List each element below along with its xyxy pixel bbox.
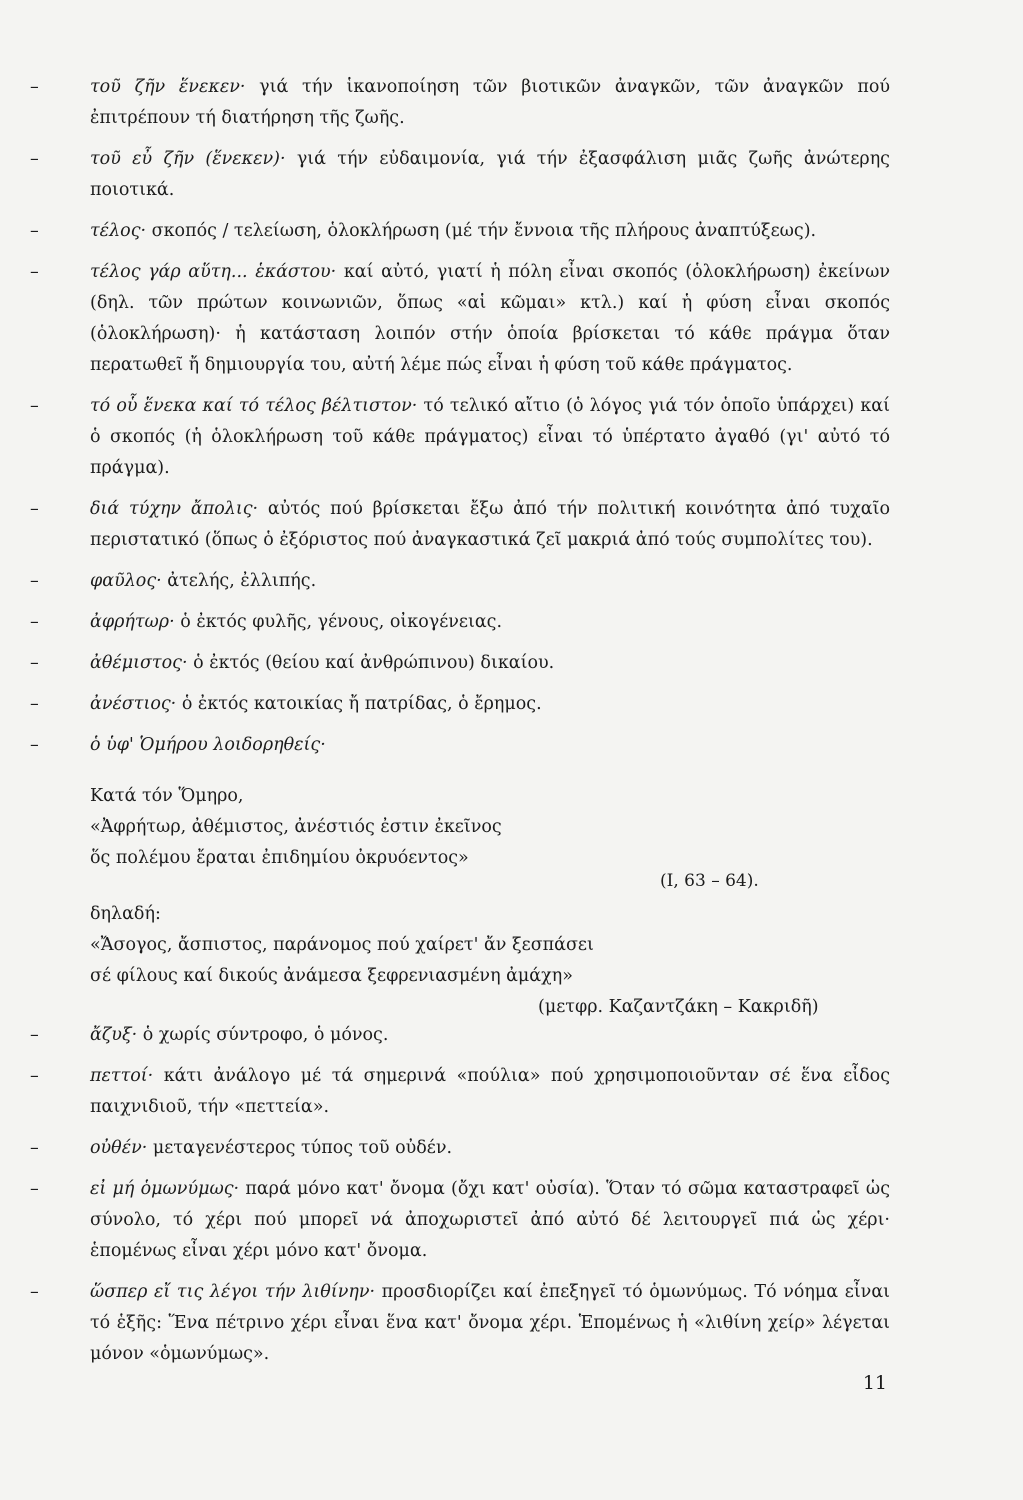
quote-intro: δηλαδή: <box>90 904 161 924</box>
definition: γιά τήν ἱκανοποίηση τῶν βιοτικῶν ἀναγκῶν, τῶν ἀναγκῶν πού ἐπιτρέπουν τή διατήρηση τῆς ζωῆς. <box>90 77 891 128</box>
glossary-entry: – τό οὗ ἕνεκα καί τό τέλος βέλτιστον· τό τελικό αἴτιο (ὁ λόγος γιά τόν ὁποῖο ὑπάρχει) καί ὁ σκοπός (ἡ ὁλοκλήρωση τοῦ κάθε πράγματος) εἶναι τό ὑπέρτατο ἀγαθό (γι' αὐτό τό πράγμα). <box>30 396 890 478</box>
definition: ὁ ἐκτός κατοικίας ἤ πατρίδας, ὁ ἔρημος. <box>181 694 542 714</box>
glossary-entry: – ἀθέμιστος· ὁ ἐκτός (θείου καί ἀνθρώπινου) δικαίου. <box>30 653 555 673</box>
definition: αὐτός πού βρίσκεται ἔξω ἀπό τήν πολιτική κοινότητα ἀπό τυχαῖο περιστατικό (ὅπως ὁ ἐξόριστος πού ἀναγκαστικά ζεῖ μακριά ἀπό τούς συμπολίτες του). <box>90 499 890 550</box>
quote-intro: Κατά τόν Ὅμηρο, <box>90 786 244 806</box>
glossary-entry: – ἄζυξ· ὁ χωρίς σύντροφο, ὁ μόνος. <box>30 1025 389 1045</box>
term: τοῦ εὖ ζῆν (ἕνεκεν)· <box>90 149 286 169</box>
homer-quote <box>90 781 890 1023</box>
term: τέλος γάρ αὕτη... ἑκάστου· <box>90 262 337 282</box>
term: ἀνέστιος· <box>90 694 177 714</box>
glossary-entry: – διά τύχην ἄπολις· αὐτός πού βρίσκεται ἔξω ἀπό τήν πολιτική κοινότητα ἀπό τυχαῖο περιστατικό (ὅπως ὁ ἐξόριστος πού ἀναγκαστικά ζεῖ μακριά ἀπό τούς συμπολίτες του). <box>30 499 890 550</box>
term: οὐθέν· <box>90 1138 148 1158</box>
quote-line: «Ἀφρήτωρ, ἀθέμιστος, ἀνέστιός ἐστιν ἐκεῖνος <box>90 817 502 837</box>
term: φαῦλος· <box>90 571 162 591</box>
term: ὥσπερ εἴ τις λέγοι τήν λιθίνην· <box>90 1282 376 1302</box>
glossary-entry: – τοῦ εὖ ζῆν (ἕνεκεν)· γιά τήν εὐδαιμονία, γιά τήν ἐξασφάλιση μιᾶς ζωῆς ἀνώτερης ποιοτικά. <box>30 149 890 200</box>
definition: μεταγενέστερος τύπος τοῦ οὐδέν. <box>152 1138 453 1158</box>
glossary-entry: – πεττοί· κάτι ἀνάλογο μέ τά σημερινά «πούλια» πού χρησιμοποιοῦνταν σέ ἕνα εἶδος παιχνιδιοῦ, τήν «πεττεία». <box>30 1066 890 1117</box>
glossary-bottom <box>30 1020 890 1380</box>
definition: προσδιορίζει καί ἐπεξηγεῖ τό ὁμωνύμως. Τό νόημα εἶναι τό ἑξῆς: Ἕνα πέτρινο χέρι εἶναι ἕνα κατ' ὄνομα χέρι. Ἑπομένως ἡ «λιθίνη χείρ» λέγεται μόνον «ὁμωνύμως». <box>90 1282 890 1364</box>
glossary-entry: – ὥσπερ εἴ τις λέγοι τήν λιθίνην· προσδιορίζει καί ἐπεξηγεῖ τό ὁμωνύμως. Τό νόημα εἶναι τό ἑξῆς: Ἕνα πέτρινο χέρι εἶναι ἕνα κατ' ὄνομα χέρι. Ἑπομένως ἡ «λιθίνη χείρ» λέγεται μόνον «ὁμωνύμως». <box>30 1282 890 1364</box>
definition: κάτι ἀνάλογο μέ τά σημερινά «πούλια» πού χρησιμοποιοῦνταν σέ ἕνα εἶδος παιχνιδιοῦ, τήν «πεττεία». <box>90 1066 890 1117</box>
quote-reference: (I, 63 – 64). <box>660 871 759 891</box>
definition: ὁ ἐκτός (θείου καί ἀνθρώπινου) δικαίου. <box>193 653 555 673</box>
term: ἀθέμιστος· <box>90 653 188 673</box>
term: διά τύχην ἄπολις· <box>90 499 259 519</box>
glossary-entry: – ὁ ὑφ' Ὁμήρου λοιδορηθείς· <box>30 735 326 755</box>
glossary-entry: – φαῦλος· ἀτελής, ἐλλιπής. <box>30 571 317 591</box>
definition: ἀτελής, ἐλλιπής. <box>167 571 317 591</box>
definition: ὁ ἐκτός φυλῆς, γένους, οἰκογένειας. <box>180 612 503 632</box>
translation-reference: (μετφρ. Καζαντζάκη – Κακριδῆ) <box>538 997 819 1017</box>
glossary-entry: – τοῦ ζῆν ἕνεκεν· γιά τήν ἱκανοποίηση τῶν βιοτικῶν ἀναγκῶν, τῶν ἀναγκῶν πού ἐπιτρέπουν τή διατήρηση τῆς ζωῆς. <box>30 77 891 128</box>
glossary-entry: – ἀνέστιος· ὁ ἐκτός κατοικίας ἤ πατρίδας, ὁ ἔρημος. <box>30 694 542 714</box>
term: ὁ ὑφ' Ὁμήρου λοιδορηθείς· <box>90 735 326 755</box>
definition: τό τελικό αἴτιο (ὁ λόγος γιά τόν ὁποῖο ὑπάρχει) καί ὁ σκοπός (ἡ ὁλοκλήρωση τοῦ κάθε πράγματος) εἶναι τό ὑπέρτατο ἀγαθό (γι' αὐτό τό πράγμα). <box>90 396 890 478</box>
term: ἀφρήτωρ· <box>90 612 175 632</box>
glossary-entry: – οὐθέν· μεταγενέστερος τύπος τοῦ οὐδέν. <box>30 1138 453 1158</box>
definition: παρά μόνο κατ' ὄνομα (ὄχι κατ' οὐσία). Ὅταν τό σῶμα καταστραφεῖ ὡς σύνολο, τό χέρι πού μπορεῖ νά ἀποχωριστεῖ ἀπό αὐτό δέ λειτουργεῖ πιά ὡς χέρι· ἑπομένως εἶναι χέρι μόνο κατ' ὄνομα. <box>90 1179 890 1261</box>
definition: σκοπός / τελείωση, ὁλοκλήρωση (μέ τήν ἔννοια τῆς πλήρους ἀναπτύξεως). <box>151 221 817 241</box>
term: εἰ μή ὁμωνύμως· <box>90 1179 240 1199</box>
definition: ὁ χωρίς σύντροφο, ὁ μόνος. <box>142 1025 389 1045</box>
glossary-top <box>30 72 890 771</box>
definition: γιά τήν εὐδαιμονία, γιά τήν ἐξασφάλιση μιᾶς ζωῆς ἀνώτερης ποιοτικά. <box>90 149 890 200</box>
page-number: 11 <box>862 1372 887 1394</box>
quote-line: σέ φίλους καί δικούς ἀνάμεσα ξεφρενιασμένη ἀμάχη» <box>90 966 573 986</box>
term: ἄζυξ· <box>90 1025 138 1045</box>
term: τέλος· <box>90 221 147 241</box>
term: τοῦ ζῆν ἕνεκεν· <box>90 77 246 97</box>
term: τό οὗ ἕνεκα καί τό τέλος βέλτιστον· <box>90 396 418 416</box>
quote-line: ὅς πολέμου ἔραται ἐπιδημίου ὀκρυόεντος» <box>90 848 469 868</box>
term: πεττοί· <box>90 1066 154 1086</box>
glossary-entry: – ἀφρήτωρ· ὁ ἐκτός φυλῆς, γένους, οἰκογένειας. <box>30 612 503 632</box>
glossary-entry: – τέλος γάρ αὕτη... ἑκάστου· καί αὐτό, γιατί ἡ πόλη εἶναι σκοπός (ὁλοκλήρωση) ἐκείνων (δηλ. τῶν πρώτων κοινωνιῶν, ὅπως «αἱ κῶμαι» κτλ.) καί ἡ φύση εἶναι σκοπός (ὁλοκλήρωση)· ἡ κατάσταση λοιπόν στήν ὁποία βρίσκεται τό κάθε πράγμα ὅταν περατωθεῖ ἤ δημιουργία του, αὐτή λέμε πώς εἶναι ἡ φύση τοῦ κάθε πράγματος. <box>30 262 890 375</box>
glossary-entry: – τέλος· σκοπός / τελείωση, ὁλοκλήρωση (μέ τήν ἔννοια τῆς πλήρους ἀναπτύξεως). <box>30 221 817 241</box>
quote-line: «Ἄσογος, ἄσπιστος, παράνομος πού χαίρετ' ἄν ξεσπάσει <box>90 935 594 955</box>
glossary-entry: – εἰ μή ὁμωνύμως· παρά μόνο κατ' ὄνομα (ὄχι κατ' οὐσία). Ὅταν τό σῶμα καταστραφεῖ ὡς σύνολο, τό χέρι πού μπορεῖ νά ἀποχωριστεῖ ἀπό αὐτό δέ λειτουργεῖ πιά ὡς χέρι· ἑπομένως εἶναι χέρι μόνο κατ' ὄνομα. <box>30 1179 890 1261</box>
definition: καί αὐτό, γιατί ἡ πόλη εἶναι σκοπός (ὁλοκλήρωση) ἐκείνων (δηλ. τῶν πρώτων κοινωνιῶν, ὅπως «αἱ κῶμαι» κτλ.) καί ἡ φύση εἶναι σκοπός (ὁλοκλήρωση)· ἡ κατάσταση λοιπόν στήν ὁποία βρίσκεται τό κάθε πράγμα ὅταν περατωθεῖ ἤ δημιουργία του, αὐτή λέμε πώς εἶναι ἡ φύση τοῦ κάθε πράγματος. <box>90 262 890 375</box>
